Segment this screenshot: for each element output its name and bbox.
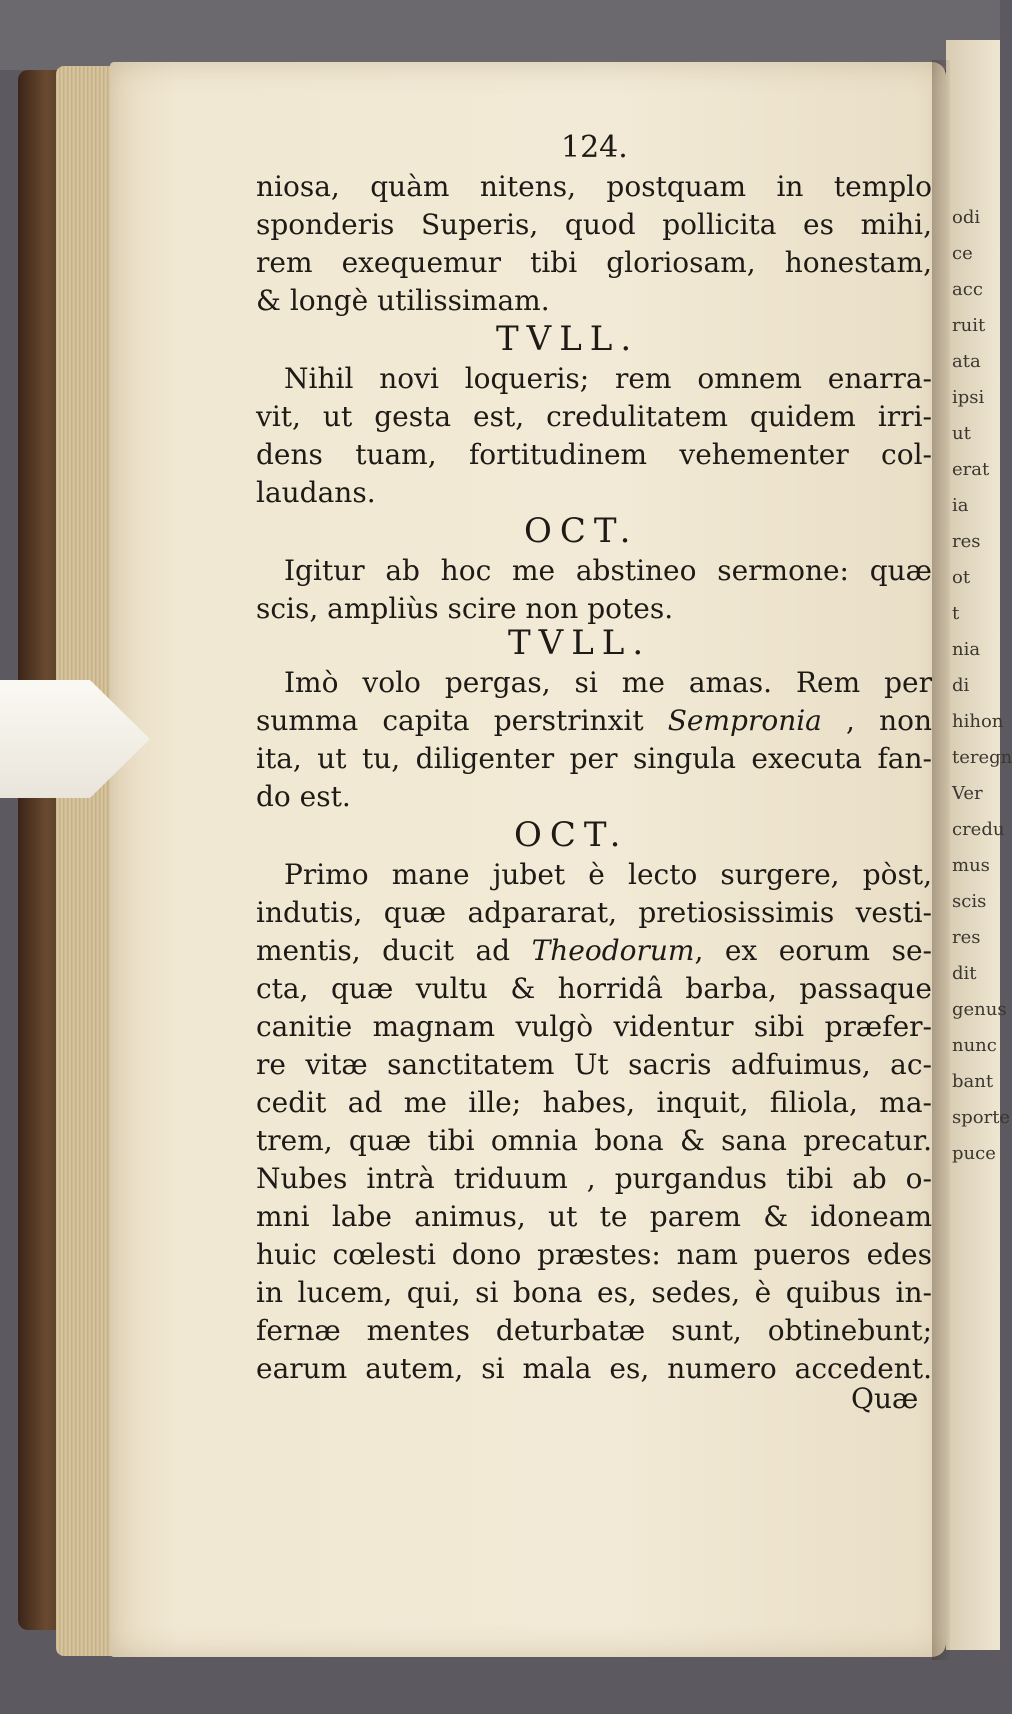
text-line: mentis, ducit ad Theodorum, ex eorum se- (256, 934, 933, 967)
facing-page-fragment: ata (952, 351, 981, 372)
facing-page-fragment: erat (952, 459, 990, 480)
text-line: rem exequemur tibi gloriosam, honestam, (256, 246, 932, 279)
speaker-heading: TVLL. (508, 623, 652, 663)
facing-page-fragment: acc (952, 279, 983, 300)
page-gutter (932, 60, 950, 1660)
text-line: & longè utilissimam. (256, 284, 550, 317)
text-line: ita, ut tu, diligenter per singula executa fan- (256, 742, 932, 775)
facing-page-fragment: nia (952, 639, 981, 660)
page-edges (56, 66, 116, 1656)
catchword: Quæ (851, 1382, 919, 1415)
facing-page-fragment: Ver (952, 783, 983, 804)
facing-page-fragment: ruit (952, 315, 986, 336)
text-line: Primo mane jubet è lecto surgere, pòst, (284, 858, 932, 891)
text-line: huic cœlesti dono præstes: nam pueros edes (256, 1238, 932, 1271)
facing-page-fragment: di (952, 675, 970, 696)
text-line: sponderis Superis, quod pollicita es mihi, (256, 208, 932, 241)
text-line: laudans. (256, 476, 376, 509)
text-line: Nihil novi loqueris; rem omnem enarra- (284, 362, 932, 395)
facing-page-fragment: res (952, 927, 981, 948)
proper-name: Theodorum (531, 934, 695, 967)
text-line: niosa, quàm nitens, postquam in templo (256, 170, 932, 203)
facing-page-fragment: teregn (952, 747, 1012, 768)
text-line: Nubes intrà triduum , purgandus tibi ab o- (256, 1162, 932, 1195)
text-line: scis, ampliùs scire non potes. (256, 592, 674, 625)
text-line: cta, quæ vultu & horridâ barba, passaque (256, 972, 932, 1005)
facing-page-fragment: ipsi (952, 387, 985, 408)
speaker-heading: TVLL. (496, 319, 640, 359)
text-line: Imò volo pergas, si me amas. Rem per (284, 666, 932, 699)
facing-page-fragment: hihon (952, 711, 1004, 732)
text-line: do est. (256, 780, 351, 813)
facing-page-fragment: scis (952, 891, 987, 912)
facing-page-fragment: ce (952, 243, 973, 264)
facing-page-fragment: ia (952, 495, 969, 516)
facing-page-fragment: genus (952, 999, 1007, 1020)
speaker-heading: OCT. (524, 511, 639, 551)
facing-page-fragment: mus (952, 855, 990, 876)
facing-page-fragment: ot (952, 567, 971, 588)
page-number: 124. (561, 130, 628, 165)
text-line: vit, ut gesta est, credulitatem quidem irri- (256, 400, 932, 433)
text-line: trem, quæ tibi omnia bona & sana precatur. (256, 1124, 932, 1157)
proper-name: Sempronia (667, 704, 822, 737)
facing-page-fragment: credu (952, 819, 1005, 840)
facing-page-fragment: t (952, 603, 960, 624)
background (0, 0, 1000, 70)
facing-page-fragment: nunc (952, 1035, 997, 1056)
facing-page-text (952, 200, 1012, 1172)
facing-page-fragment: res (952, 531, 981, 552)
text-line: dens tuam, fortitudinem vehementer col- (256, 438, 932, 471)
text-line: in lucem, qui, si bona es, sedes, è quibus in- (256, 1276, 932, 1309)
text-line: re vitæ sanctitatem Ut sacris adfuimus, ac- (256, 1048, 932, 1081)
facing-page-fragment: sporte (952, 1107, 1011, 1128)
facing-page-fragment: odi (952, 207, 981, 228)
text-line: canitie magnam vulgò videntur sibi præfer- (256, 1010, 932, 1043)
text-line: cedit ad me ille; habes, inquit, filiola, ma- (256, 1086, 932, 1119)
facing-page-fragment: ut (952, 423, 971, 444)
text-line: indutis, quæ adpararat, pretiosissimis vesti- (256, 896, 932, 929)
facing-page (946, 40, 1012, 1650)
facing-page-fragment: bant (952, 1071, 994, 1092)
text-line: summa capita perstrinxit Sempronia , non (256, 704, 932, 737)
text-line: mni labe animus, ut te parem & idoneam (256, 1200, 932, 1233)
text-line: fernæ mentes deturbatæ sunt, obtinebunt; (256, 1314, 932, 1347)
facing-page-fragment: dit (952, 963, 977, 984)
text-line: earum autem, si mala es, numero accedent. (256, 1352, 932, 1385)
text-line: Igitur ab hoc me abstineo sermone: quæ (284, 554, 932, 587)
speaker-heading: OCT. (514, 815, 629, 855)
facing-page-fragment: puce (952, 1143, 996, 1164)
